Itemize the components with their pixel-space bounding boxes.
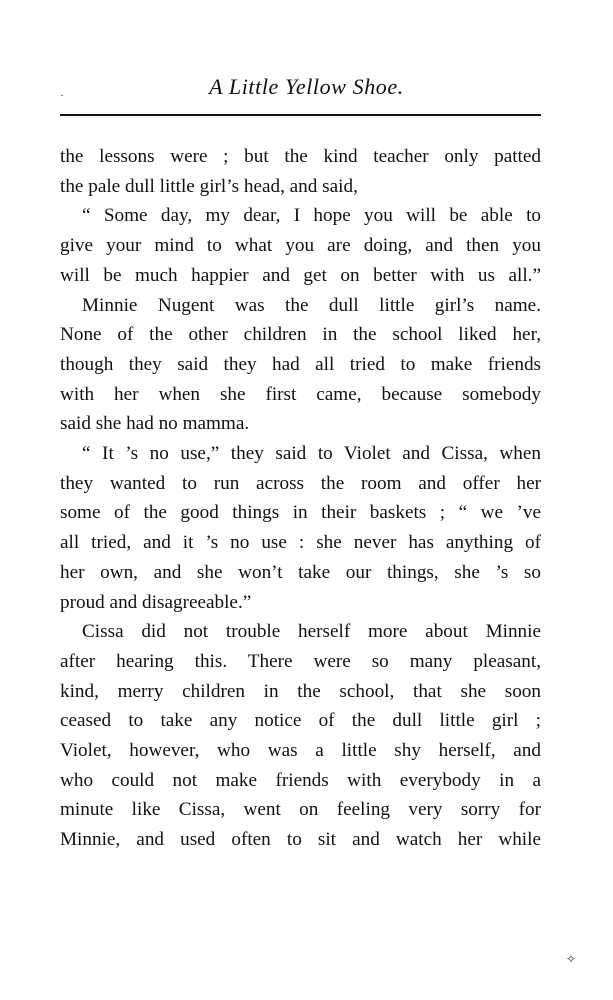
text-line: None of the other children in the school liked her, [60, 324, 541, 346]
text-line: they wanted to run across the room and offer her [60, 472, 541, 494]
header-rule [60, 114, 541, 116]
text-line: Violet, however, who was a little shy herself, and [60, 740, 541, 762]
text-line: “ Some day, my dear, I hope you will be able to [82, 205, 541, 227]
ink-speck: ✧ [566, 952, 577, 966]
text-line: though they said they had all tried to make friends [60, 353, 541, 375]
text-line: kind, merry children in the school, that she soon [60, 680, 541, 702]
text-line: all tried, and it ’s no use : she never has anything of [60, 532, 541, 554]
text-line: Minnie Nugent was the dull little girl’s name. [82, 294, 541, 316]
body-text [60, 142, 541, 855]
text-line: will be much happier and get on better with us all.” [60, 264, 541, 286]
text-line: “ It ’s no use,” they said to Violet and Cissa, when [82, 443, 541, 465]
text-line: Cissa did not trouble herself more about Minnie [82, 621, 541, 643]
text-line: proud and disagreeable.” [60, 591, 252, 613]
ink-speck: · [60, 88, 64, 102]
text-line: ceased to take any notice of the dull little girl ; [60, 710, 541, 732]
text-line: the pale dull little girl’s head, and said, [60, 175, 358, 197]
running-head: A Little Yellow Shoe. [209, 74, 404, 99]
text-line: some of the good things in their baskets ; “ we ’ve [60, 502, 541, 524]
text-line: her own, and she won’t take our things, she ’s so [60, 561, 541, 583]
text-line: who could not make friends with everybody in a [60, 769, 541, 791]
text-line: the lessons were ; but the kind teacher only patted [60, 146, 541, 167]
text-line: Minnie, and used often to sit and watch her while [60, 829, 541, 851]
text-line: said she had no mamma. [60, 413, 250, 435]
text-line: after hearing this. There were so many pleasant, [60, 650, 541, 672]
text-line: with her when she first came, because somebody [60, 383, 541, 405]
text-line: minute like Cissa, went on feeling very sorry for [60, 799, 541, 821]
text-line: give your mind to what you are doing, and then you [60, 235, 541, 257]
